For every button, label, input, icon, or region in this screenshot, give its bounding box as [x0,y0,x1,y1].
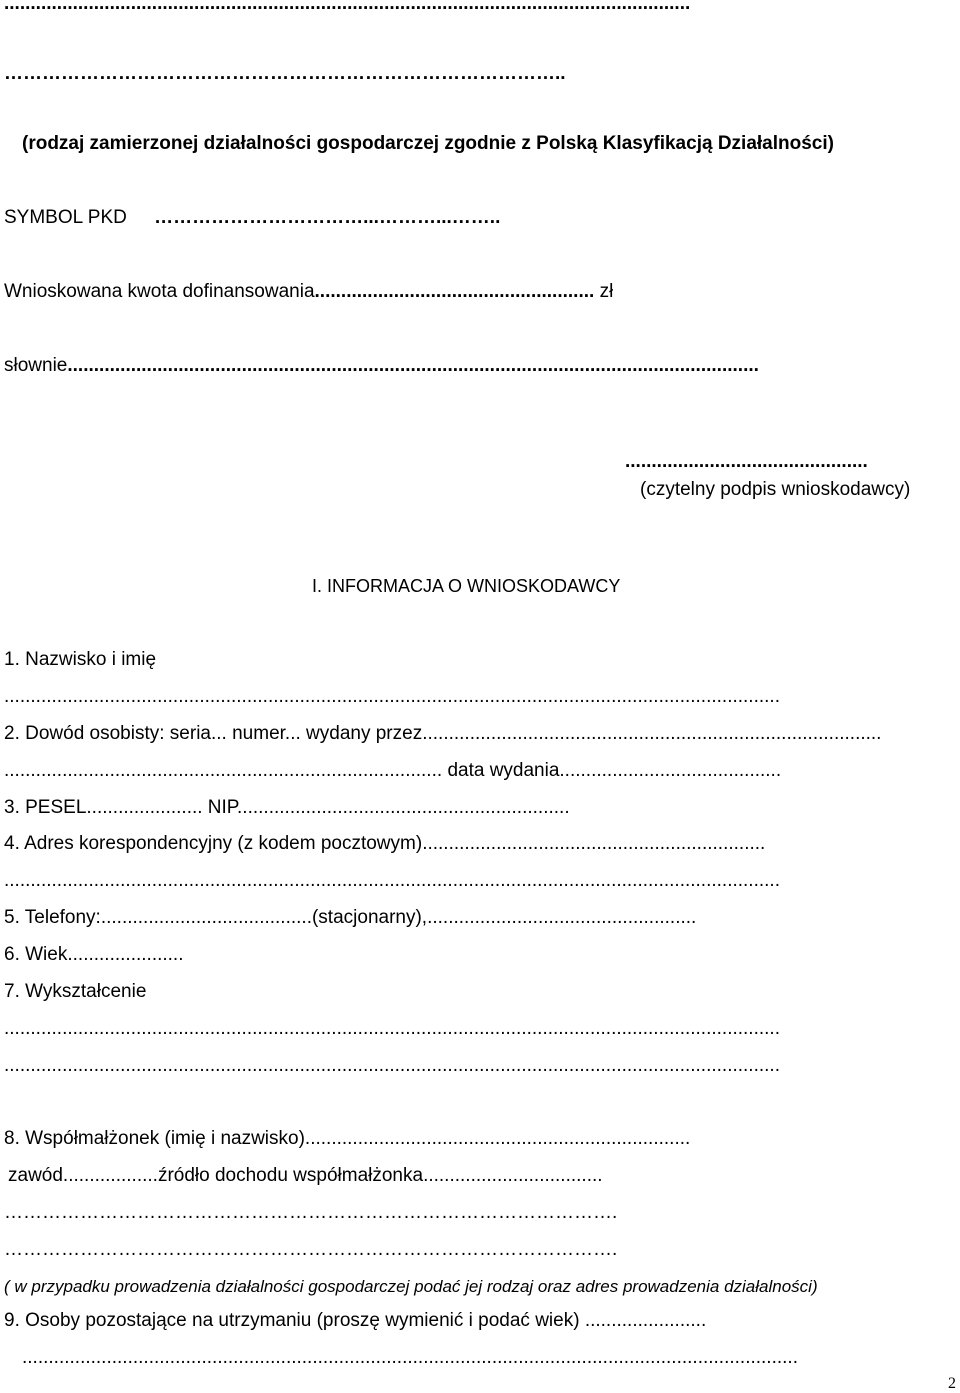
dots: …………………………………………………………………………….. [4,63,566,84]
id-date-label: data wydania [447,760,560,781]
activity-caption: (rodzaj zamierzonej działalności gospodarczej zgodnie z Polską Klasyfikacją Działalności) [22,133,834,154]
field-name-dots: ................................................................................................................................................... [4,686,780,707]
phone-dots: ........................................ [100,907,312,928]
pesel-label: 3. PESEL [4,797,87,818]
pkd-dots: ……………………………...………...…….. [154,207,501,228]
dependents-label: 9. Osoby pozostające na utrzymaniu (proszę wymienić i podać wiek) [4,1310,580,1331]
pkd-row [4,206,500,230]
words-dots: ................................................................................................................................... [67,355,759,376]
words-row [4,354,949,378]
age-dots: ...................... [67,944,184,965]
spouse-job-dots: .................. [62,1165,158,1186]
amount-label: Wnioskowana kwota dofinansowania [4,281,315,302]
words-label: słownie [4,355,68,376]
address-label: 4. Adres korespondencyjny (z kodem pocztowym) [4,833,423,854]
spouse-dots-line-1: ……………………………………………………………………………………. [4,1202,618,1223]
spouse-label: 8. Współmałżonek (imię i nazwisko) [4,1128,305,1149]
field-age-row [4,943,184,967]
education-dots-2: ................................................................................................................................................... [4,1055,780,1076]
dots-line-1: .................................................................................................................................. [4,0,691,14]
id-number-label: ... numer [211,723,285,744]
section-title: I. INFORMACJA O WNIOSKODAWCY [312,576,621,596]
phone-mobile-dots: ................................................... [427,907,697,928]
id-date-leading-dots: ................................................................................... [4,760,443,781]
amount-dots: ..................................................... [314,281,595,302]
field-pesel-row [4,796,958,820]
signature-caption: (czytelny podpis wnioskodawcy) [640,479,911,500]
field-education-label: 7. Wykształcenie [4,981,147,1002]
pkd-label: SYMBOL PKD [4,207,127,228]
nip-dots: ............................................................... [237,797,570,818]
id-date-dots: .......................................... [559,760,782,781]
field-id-date-row [4,759,958,783]
spouse-job-row [8,1164,954,1188]
amount-row [4,280,613,304]
spouse-dots: ......................................................................... [304,1128,691,1149]
field-name-label: 1. Nazwisko i imię [4,649,157,670]
signature-dots: .............................................. [625,451,868,472]
id-series-label: 2. Dowód osobisty: seria [4,723,211,744]
nip-label: ...................... NIP [86,797,238,818]
field-id-row [4,722,958,746]
spouse-income-dots: .................................. [423,1165,603,1186]
id-issuer-dots: ....................................................................................... [422,723,882,744]
age-label: 6. Wiek [4,944,68,965]
spouse-job-label: zawód [8,1165,63,1186]
phone-label: 5. Telefony: [4,907,101,928]
field-spouse-row [4,1127,958,1151]
id-issuer-label: ... wydany przez [284,723,423,744]
dependents-dots: ....................... [584,1310,707,1331]
amount-unit: zł [599,281,614,302]
education-dots-1: ................................................................................................................................................... [4,1018,780,1039]
spouse-dots-line-2: ……………………………………………………………………………………. [4,1239,618,1260]
field-address-row [4,832,958,856]
spouse-note: ( w przypadku prowadzenia działalności gospodarczej podać jej rodzaj oraz adres prowadzenia działalności) [4,1277,818,1296]
phone-landline-label: (stacjonarny), [311,907,428,928]
page-number: 2 [948,1375,956,1392]
spouse-income-label: źródło dochodu współmałżonka [157,1165,424,1186]
field-dependents-row [4,1309,958,1333]
field-phone-row [4,906,958,930]
address-dots: ................................................................. [422,833,766,854]
dots-line-2 [4,62,944,86]
address-dots-line: ................................................................................................................................................... [4,870,780,891]
dependents-dots-line: ................................................................................................................................................... [22,1347,798,1368]
